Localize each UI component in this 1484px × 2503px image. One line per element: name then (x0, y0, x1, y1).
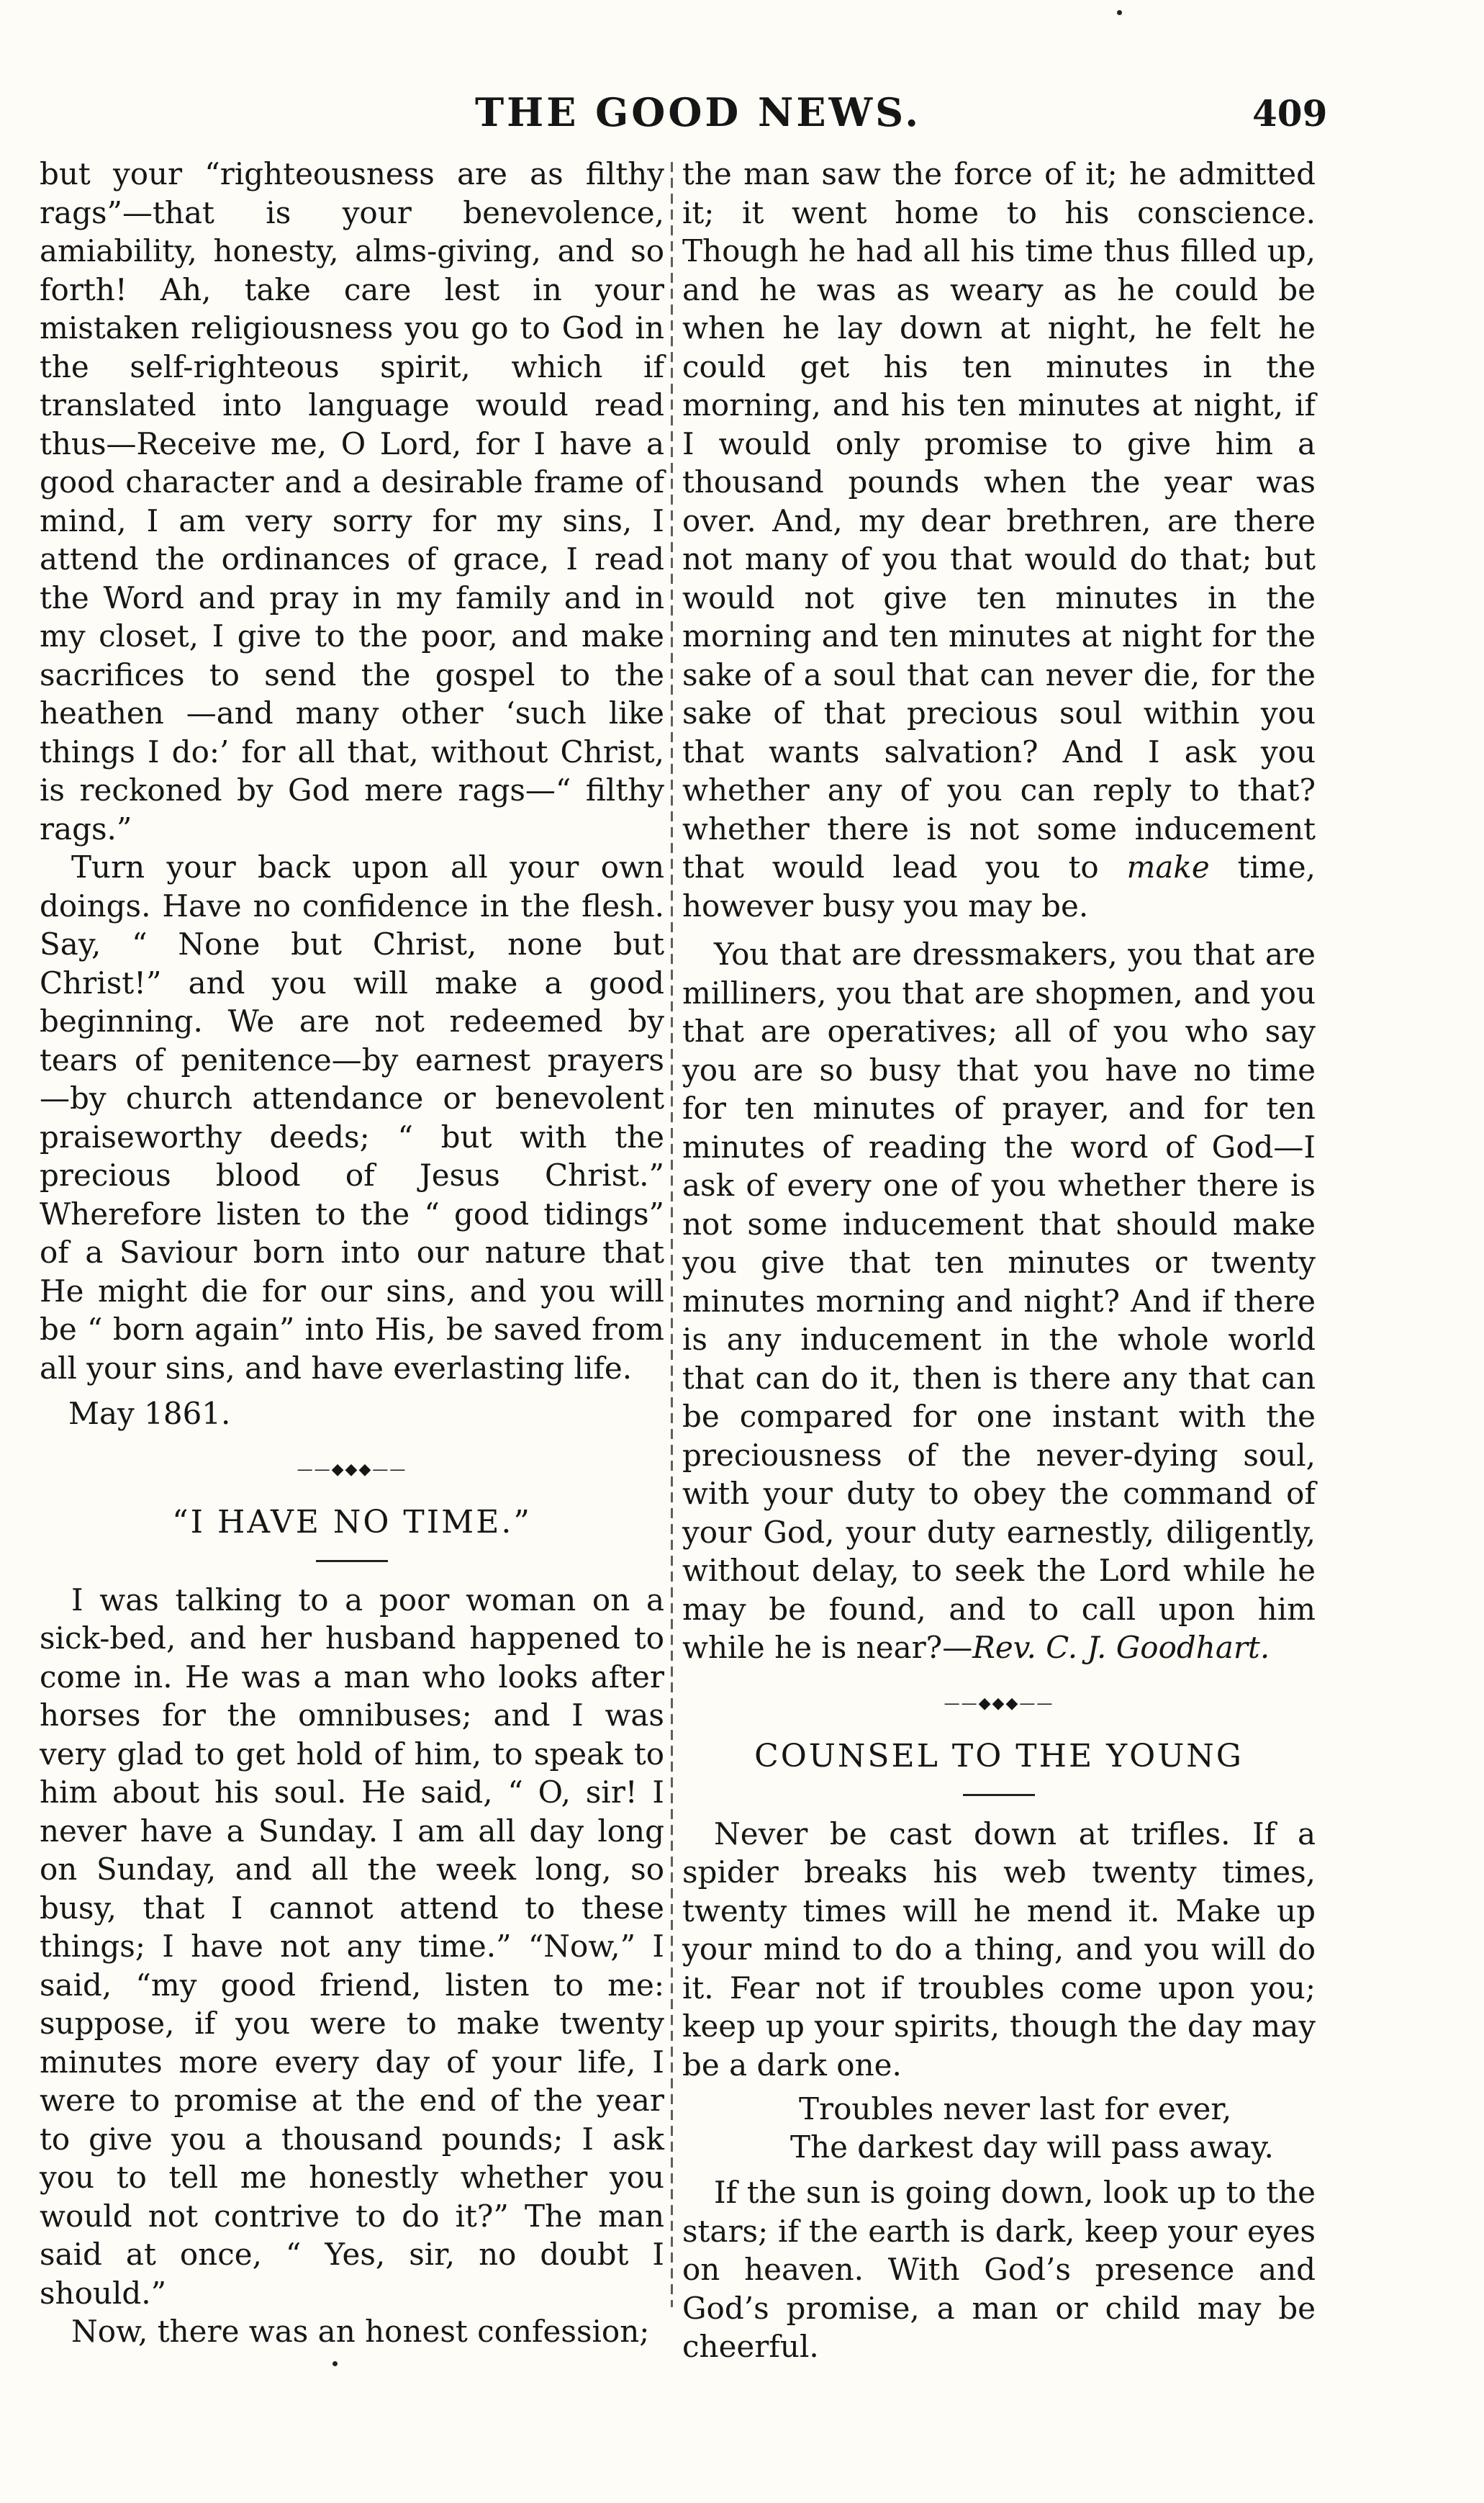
section-ornament-right: ——◆◆◆—— (944, 1694, 1054, 1713)
running-title: THE GOOD NEWS. (475, 89, 922, 135)
continued-paragraph: but your “righteousness are as filthy rags”—that is your benevolence, amiability, honesty, alms-giving, and so forth! Ah, take care lest in your mistaken religiousness you go to God in the self-righteous spirit, which if translated into language would read thus—Receive me, O Lord, for I have a good character and a desirable frame of mind, I am very sorry for my sins, I attend the ordinances of grace, I read the Word and pray in my family and in my closet, I give to the poor, and make sacrifices to send the gospel to the heathen —and many other ‘such like things I do:’ for all that, without Christ, is reckoned by God mere rags—“ filthy rags.” (40, 156, 664, 847)
no-time-paragraph-3: You that are dressmakers, you that are milliners, you that are shopmen, and you that are operatives; all of you who say you are so busy that you have no time for ten minutes of prayer, and for ten minutes of reading the word of God—I ask of every one of you whether there is not some inducement that should make you give that ten minutes or twenty minutes morning and night? And if there is any inducement in the whole world that can do it, then is there any that can be compared for one instant with the preciousness of the never-dying soul, with your duty to obey the command of your God, your duty earnestly, diligently, without delay, to seek the Lord while he may be found, and to call upon him while he is near?—Rev. C. J. Goodhart. (682, 937, 1316, 1665)
italic-make: make (1126, 849, 1210, 885)
counsel-paragraph-1: Never be cast down at trifles. If a spider breaks his web twenty times, twenty times will he mend it. Make up your mind to do a thing, and you will do it. Fear not if troubles come upon you; keep up your spirits, though the day may be a dark one. (682, 1816, 1316, 2083)
page-number: 409 (1252, 92, 1328, 135)
title-rule (316, 1560, 388, 1562)
verse-line-1: Troubles never last for ever, (799, 2091, 1232, 2127)
print-speck (332, 2361, 338, 2366)
print-speck (1117, 10, 1122, 15)
section-ornament: ——◆◆◆—— (297, 1460, 407, 1479)
article-date: May 1861. (68, 1396, 231, 1431)
verse (790, 2090, 1316, 2166)
turn-paragraph: Turn your back upon all your own doings. Have no confidence in the flesh. Say, “ None but Christ, none but Christ!” and you will make a good beginning. We are not redeemed by tears of penitence—by earnest prayers—by church attendance or benevolent praiseworthy deeds; “ but with the precious blood of Jesus Christ.” Wherefore listen to the “ good tidings” of a Saviour born into our nature that He might die for our sins, and you will be “ born again” into His, be saved from all your sins, and have everlasting life. (40, 849, 664, 1386)
no-time-paragraph-2-start: Now, there was an honest confession; (71, 2314, 650, 2349)
column-divider (671, 162, 673, 2307)
article-attribution: Rev. C. J. Goodhart. (972, 1630, 1270, 1665)
no-time-paragraph-1: I was talking to a poor woman on a sick-bed, and her husband happened to come in. He was a man who looks after horses for the omnibuses; and I was very glad to get hold of him, to speak to him about his soul. He said, “ O, sir! I never have a Sunday. I am all day long on Sunday, and all the week long, so busy, that I cannot attend to these things; I have not any time.” “Now,” I said, “my good friend, listen to me: suppose, if you were to make twenty minutes more every day of your life, I were to promise at the end of the year to give you a thousand pounds; I ask you to tell me honestly whether you would not contrive to do it?” The man said at once, “ Yes, sir, no doubt I should.” (40, 1582, 664, 2311)
page-header (0, 85, 1484, 150)
right-column (682, 155, 1316, 2366)
left-column (40, 155, 664, 2351)
counsel-title: COUNSEL TO THE YOUNG (754, 1737, 1244, 1774)
counsel-paragraph-2: If the sun is going down, look up to the stars; if the earth is dark, keep your eyes on heaven. With God’s presence and God’s promise, a man or child may be cheerful. (682, 2175, 1316, 2364)
verse-line-2: The darkest day will pass away. (790, 2129, 1274, 2165)
article-title-no-time: “I HAVE NO TIME.” (172, 1503, 532, 1541)
no-time-paragraph-2-cont: the man saw the force of it; he admitted it; it went home to his conscience. Though he had all his time thus filled up, and he was as weary as he could be when he lay down at night, he felt he could get his ten minutes in the morning, and his ten minutes at night, if I would only promise to give him a thousand pounds when the year was over. And, my dear brethren, are there not many of you that would do that; but would not give ten minutes in the morning and ten minutes at night for the sake of a soul that can never die, for the sake of that precious soul within you that wants salvation? And I ask you whether any of you can reply to that? whether there is not some inducement that would lead you to make time, however busy you may be. (682, 156, 1316, 924)
counsel-title-rule (963, 1794, 1035, 1796)
